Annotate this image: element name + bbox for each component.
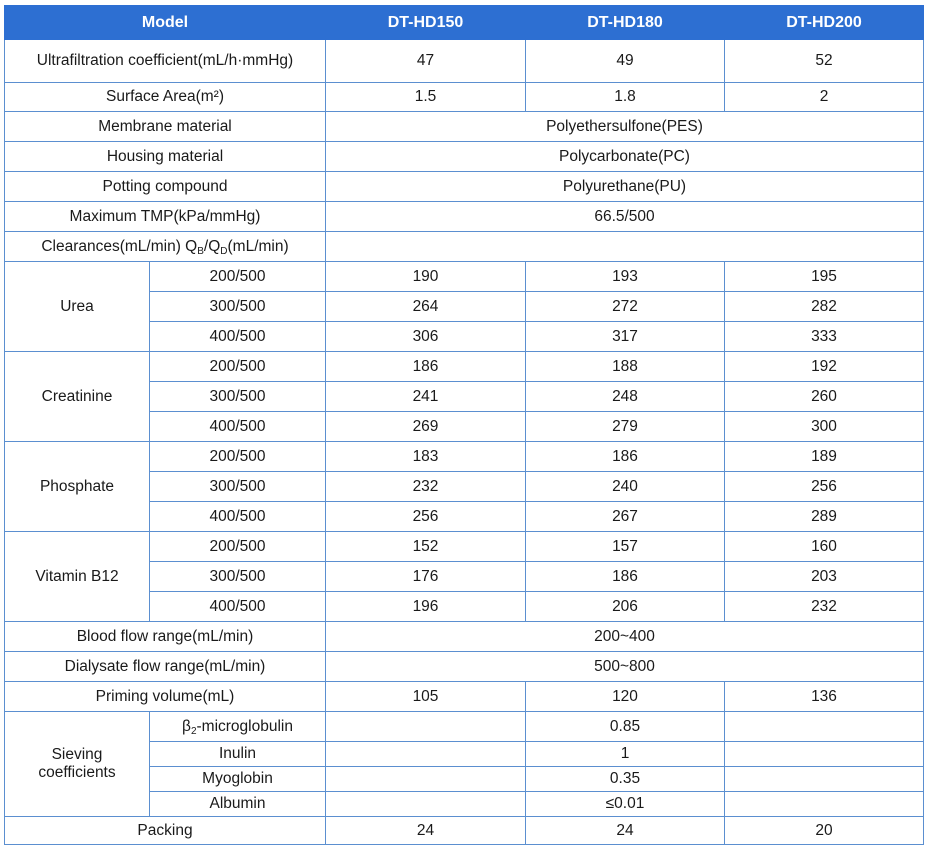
- empty-cell: [326, 712, 526, 742]
- empty-cell: [326, 767, 526, 792]
- value-cell: 188: [526, 352, 725, 382]
- housing-label: Housing material: [5, 142, 326, 172]
- potting-value: Polyurethane(PU): [326, 172, 924, 202]
- value-cell: 306: [326, 322, 526, 352]
- blood-flow-row: [5, 622, 924, 652]
- clearances-empty: [326, 232, 924, 262]
- value-cell: 190: [326, 262, 526, 292]
- value-cell: 241: [326, 382, 526, 412]
- sieving-label-line2: coefficients: [38, 764, 116, 781]
- packing-value-2: 24: [526, 817, 725, 845]
- flow-cell: 400/500: [150, 502, 326, 532]
- clearances-text-b: (mL/min): [227, 237, 289, 255]
- myoglobin-label: Myoglobin: [150, 767, 326, 792]
- value-cell: 183: [326, 442, 526, 472]
- value-cell: 186: [526, 442, 725, 472]
- flow-cell: 400/500: [150, 322, 326, 352]
- value-cell: 267: [526, 502, 725, 532]
- albumin-value: ≤0.01: [526, 792, 725, 817]
- housing-value: Polycarbonate(PC): [326, 142, 924, 172]
- empty-cell: [725, 792, 924, 817]
- value-cell: 160: [725, 532, 924, 562]
- table-row: [5, 532, 924, 562]
- surface-area-value-1: 1.5: [326, 83, 526, 112]
- header-model-1: DT-HD150: [326, 6, 526, 40]
- priming-label: Priming volume(mL): [5, 682, 326, 712]
- surface-area-label: Surface Area(m²): [5, 83, 326, 112]
- clearances-sub-d: D: [220, 245, 228, 257]
- sieving-label: [5, 712, 150, 817]
- flow-cell: 400/500: [150, 592, 326, 622]
- surface-area-value-2: 1.8: [526, 83, 725, 112]
- flow-cell: 300/500: [150, 562, 326, 592]
- ultrafiltration-label: Ultrafiltration coefficient(mL/h·mmHg): [5, 40, 326, 83]
- sieving-label-line1: Sieving: [51, 746, 103, 763]
- value-cell: 260: [725, 382, 924, 412]
- value-cell: 186: [526, 562, 725, 592]
- tmp-value: 66.5/500: [326, 202, 924, 232]
- b2m-text: -microglobulin: [196, 717, 293, 735]
- table-row: [5, 262, 924, 292]
- empty-cell: [326, 792, 526, 817]
- empty-cell: [725, 767, 924, 792]
- value-cell: 203: [725, 562, 924, 592]
- ultrafiltration-value-1: 47: [326, 40, 526, 83]
- header-row: [5, 6, 924, 40]
- value-cell: 282: [725, 292, 924, 322]
- membrane-label: Membrane material: [5, 112, 326, 142]
- priming-value-3: 136: [725, 682, 924, 712]
- table-row: [5, 442, 924, 472]
- clearances-sub-b: B: [197, 245, 204, 257]
- value-cell: 272: [526, 292, 725, 322]
- flow-cell: 200/500: [150, 442, 326, 472]
- creatinine-label: Creatinine: [5, 352, 150, 442]
- priming-value-1: 105: [326, 682, 526, 712]
- packing-value-1: 24: [326, 817, 526, 845]
- housing-row: [5, 142, 924, 172]
- phosphate-label: Phosphate: [5, 442, 150, 532]
- value-cell: 289: [725, 502, 924, 532]
- priming-value-2: 120: [526, 682, 725, 712]
- value-cell: 206: [526, 592, 725, 622]
- packing-row: [5, 817, 924, 845]
- dialysate-flow-value: 500~800: [326, 652, 924, 682]
- flow-cell: 200/500: [150, 532, 326, 562]
- value-cell: 232: [725, 592, 924, 622]
- urea-label: Urea: [5, 262, 150, 352]
- dialysate-flow-row: [5, 652, 924, 682]
- value-cell: 269: [326, 412, 526, 442]
- clearances-text-a: Clearances(mL/min) Q: [41, 237, 198, 255]
- ultrafiltration-row: [5, 40, 924, 83]
- empty-cell: [725, 712, 924, 742]
- blood-flow-value: 200~400: [326, 622, 924, 652]
- tmp-label: Maximum TMP(kPa/mmHg): [5, 202, 326, 232]
- flow-cell: 300/500: [150, 292, 326, 322]
- value-cell: 195: [725, 262, 924, 292]
- value-cell: 196: [326, 592, 526, 622]
- membrane-value: Polyethersulfone(PES): [326, 112, 924, 142]
- value-cell: 186: [326, 352, 526, 382]
- value-cell: 264: [326, 292, 526, 322]
- albumin-label: Albumin: [150, 792, 326, 817]
- value-cell: 192: [725, 352, 924, 382]
- surface-area-value-3: 2: [725, 83, 924, 112]
- ultrafiltration-value-3: 52: [725, 40, 924, 83]
- value-cell: 240: [526, 472, 725, 502]
- clearances-slash: /Q: [203, 237, 221, 255]
- membrane-row: [5, 112, 924, 142]
- dialysate-flow-label: Dialysate flow range(mL/min): [5, 652, 326, 682]
- flow-cell: 300/500: [150, 472, 326, 502]
- b2m-value: 0.85: [526, 712, 725, 742]
- myoglobin-value: 0.35: [526, 767, 725, 792]
- vitamin-b12-label: Vitamin B12: [5, 532, 150, 622]
- value-cell: 176: [326, 562, 526, 592]
- tmp-row: [5, 202, 924, 232]
- header-model: Model: [5, 6, 326, 40]
- ultrafiltration-value-2: 49: [526, 40, 725, 83]
- inulin-label: Inulin: [150, 742, 326, 767]
- value-cell: 333: [725, 322, 924, 352]
- value-cell: 189: [725, 442, 924, 472]
- value-cell: 300: [725, 412, 924, 442]
- value-cell: 157: [526, 532, 725, 562]
- value-cell: 256: [725, 472, 924, 502]
- surface-area-row: [5, 83, 924, 112]
- value-cell: 193: [526, 262, 725, 292]
- value-cell: 256: [326, 502, 526, 532]
- sieving-row-b2m: [5, 712, 924, 742]
- packing-label: Packing: [5, 817, 326, 845]
- flow-cell: 400/500: [150, 412, 326, 442]
- header-model-2: DT-HD180: [526, 6, 725, 40]
- value-cell: 152: [326, 532, 526, 562]
- spec-table: [4, 5, 924, 845]
- clearances-label: [5, 232, 326, 262]
- value-cell: 317: [526, 322, 725, 352]
- table-row: [5, 352, 924, 382]
- empty-cell: [326, 742, 526, 767]
- header-model-3: DT-HD200: [725, 6, 924, 40]
- value-cell: 279: [526, 412, 725, 442]
- flow-cell: 200/500: [150, 262, 326, 292]
- clearances-row: [5, 232, 924, 262]
- flow-cell: 300/500: [150, 382, 326, 412]
- empty-cell: [725, 742, 924, 767]
- packing-value-3: 20: [725, 817, 924, 845]
- value-cell: 248: [526, 382, 725, 412]
- value-cell: 232: [326, 472, 526, 502]
- b2m-beta: β: [182, 717, 191, 735]
- potting-row: [5, 172, 924, 202]
- potting-label: Potting compound: [5, 172, 326, 202]
- flow-cell: 200/500: [150, 352, 326, 382]
- priming-row: [5, 682, 924, 712]
- blood-flow-label: Blood flow range(mL/min): [5, 622, 326, 652]
- b2m-sub: 2: [190, 725, 197, 737]
- b2m-label: [150, 712, 326, 742]
- inulin-value: 1: [526, 742, 725, 767]
